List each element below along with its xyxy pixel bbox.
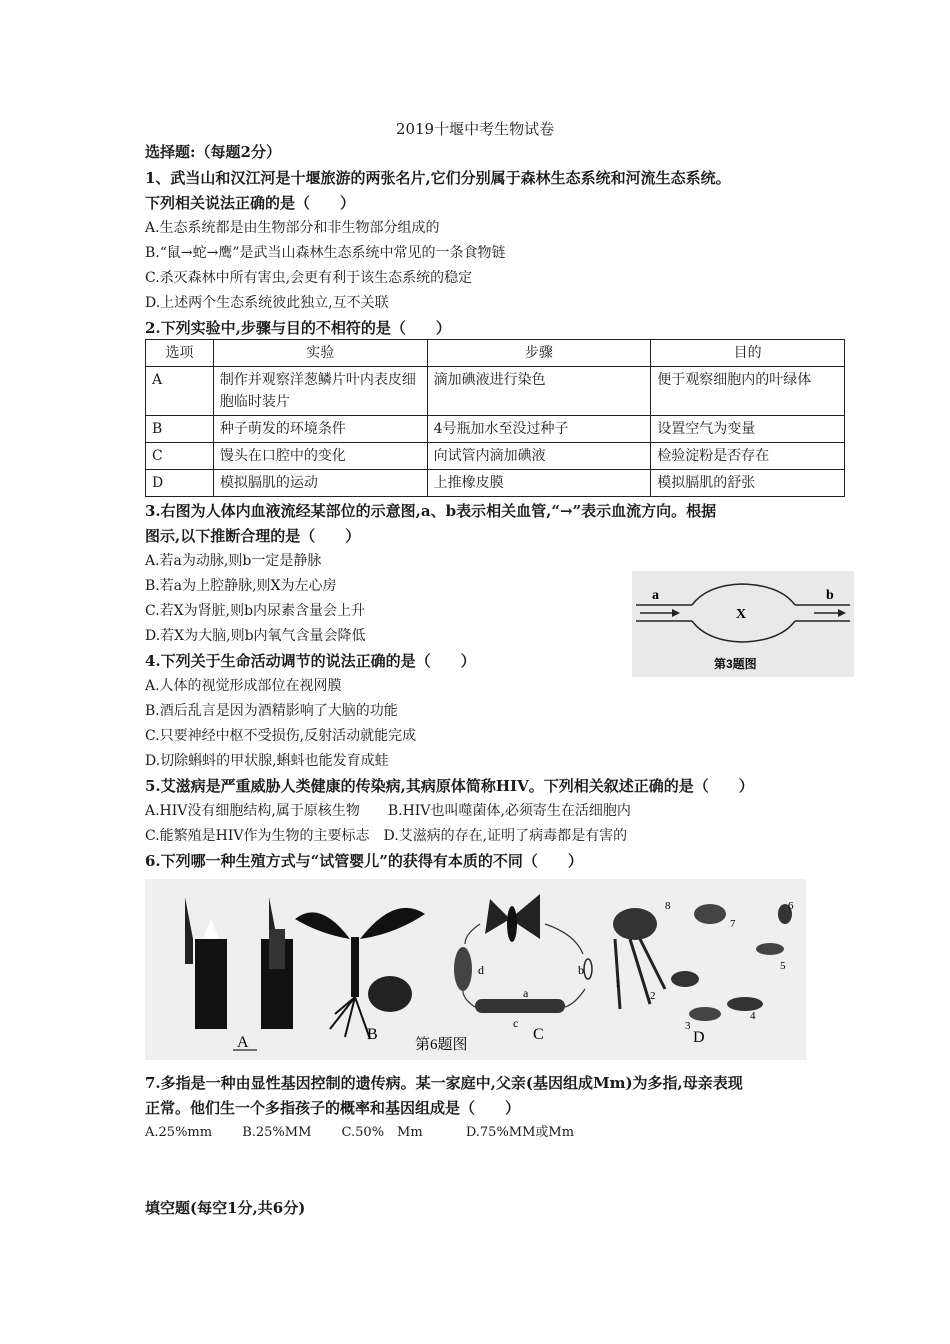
q3-option-b: B.若a为上腔静脉,则X为左心房 xyxy=(145,578,337,594)
stage-label: c xyxy=(513,1016,519,1030)
q5-options-cd: C.能繁殖是HIV作为生物的主要标志 D.艾滋病的存在,证明了病毒都是有害的 xyxy=(145,828,628,844)
q7-stem-line2: 正常。他们生一个多指孩子的概率和基因组成是（ ） xyxy=(145,1099,521,1117)
page-title: 2019十堰中考生物试卷 xyxy=(395,120,555,138)
stage-label: 6 xyxy=(788,900,794,912)
figure-label-c: C xyxy=(533,1026,544,1043)
stage-label: 5 xyxy=(780,960,786,972)
q3-option-d: D.若X为大脑,则b内氧气含量会降低 xyxy=(145,628,366,644)
table-cell: 制作并观察洋葱鳞片叶内表皮细胞临时装片 xyxy=(213,367,427,416)
section-choice-header: 选择题:（每题2分） xyxy=(145,143,281,161)
reproduction-methods-illustration xyxy=(145,879,806,1060)
table-header-cell: 步骤 xyxy=(427,340,651,367)
table-cell: 馒头在口腔中的变化 xyxy=(213,443,427,470)
blood-vessel-diagram xyxy=(632,571,854,677)
table-header-cell: 目的 xyxy=(651,340,845,367)
q5-options-ab: A.HIV没有细胞结构,属于原核生物 B.HIV也叫噬菌体,必须寄生在活细胞内 xyxy=(145,803,631,819)
q4-option-d: D.切除蝌蚪的甲状腺,蝌蚪也能发育成蛙 xyxy=(145,753,389,769)
q6-reproduction-figure xyxy=(145,879,806,1060)
stage-label: 1 xyxy=(615,978,621,990)
stage-label: 4 xyxy=(750,1010,756,1022)
figure-label-d: D xyxy=(693,1029,705,1046)
stage-label: 3 xyxy=(685,1020,691,1032)
table-cell: 4号瓶加水至没过种子 xyxy=(427,416,651,443)
table-row xyxy=(146,470,845,497)
q7-stem-line1: 7.多指是一种由显性基因控制的遗传病。某一家庭中,父亲(基因组成Mm)为多指,母亲表现 xyxy=(145,1074,743,1092)
table-row xyxy=(146,416,845,443)
table-cell: 便于观察细胞内的叶绿体 xyxy=(651,367,845,416)
grafting-illustration xyxy=(185,897,293,1029)
table-cell: 模拟膈肌的舒张 xyxy=(651,470,845,497)
q1-option-b: B.“鼠→蛇→鹰”是武当山森林生态系统中常见的一条食物链 xyxy=(145,245,506,261)
insect-life-cycle-illustration xyxy=(454,894,592,1030)
stage-label: a xyxy=(523,986,529,1000)
q3-option-a: A.若a为动脉,则b一定是静脉 xyxy=(145,553,322,569)
q3-stem-line2: 图示,以下推断合理的是（ ） xyxy=(145,527,361,545)
table-header-cell: 实验 xyxy=(213,340,427,367)
stage-label: 7 xyxy=(730,918,736,930)
q3-option-c: C.若X为肾脏,则b内尿素含量会上升 xyxy=(145,603,366,619)
table-cell: C xyxy=(146,443,214,470)
table-cell: 上推橡皮膜 xyxy=(427,470,651,497)
table-header-row xyxy=(146,340,845,367)
section-fill-header: 填空题(每空1分,共6分) xyxy=(145,1199,306,1217)
stage-label: 2 xyxy=(650,990,656,1002)
figure-caption: 第6题图 xyxy=(415,1037,468,1053)
table-cell: 检验淀粉是否存在 xyxy=(651,443,845,470)
stage-label: b xyxy=(578,963,584,977)
figure-caption: 第3题图 xyxy=(714,657,757,671)
table-row xyxy=(146,367,845,416)
q1-stem-line1: 1、武当山和汉江河是十堰旅游的两张名片,它们分别属于森林生态系统和河流生态系统。 xyxy=(145,169,731,187)
cutting-plant-illustration xyxy=(295,908,425,1039)
vessel-b-label: b xyxy=(826,588,834,603)
table-cell: 滴加碘液进行染色 xyxy=(427,367,651,416)
q3-stem-line1: 3.右图为人体内血液流经某部位的示意图,a、b表示相关血管,“→”表示血流方向。根据 xyxy=(145,502,717,520)
q1-option-a: A.生态系统都是由生物部分和非生物部分组成的 xyxy=(145,220,440,236)
q7-options: A.25%mm B.25%MM C.50% Mm D.75%MM或Mm xyxy=(145,1125,575,1140)
frog-development-illustration xyxy=(613,900,794,1032)
q4-option-a: A.人体的视觉形成部位在视网膜 xyxy=(145,678,342,694)
figure-label-b: B xyxy=(367,1026,378,1043)
stage-label: 8 xyxy=(665,900,671,912)
q4-stem: 4.下列关于生命活动调节的说法正确的是（ ） xyxy=(145,652,476,670)
q4-option-c: C.只要神经中枢不受损伤,反射活动就能完成 xyxy=(145,728,417,744)
vessel-a-label: a xyxy=(652,588,659,603)
q1-stem-line2: 下列相关说法正确的是（ ） xyxy=(145,194,356,212)
table-cell: D xyxy=(146,470,214,497)
table-cell: A xyxy=(146,367,214,416)
q4-option-b: B.酒后乱言是因为酒精影响了大脑的功能 xyxy=(145,703,398,719)
table-row xyxy=(146,443,845,470)
q3-blood-flow-figure xyxy=(632,571,854,677)
table-cell: 向试管内滴加碘液 xyxy=(427,443,651,470)
table-cell: 设置空气为变量 xyxy=(651,416,845,443)
q1-option-d: D.上述两个生态系统彼此独立,互不关联 xyxy=(145,295,389,311)
q2-experiment-table xyxy=(145,339,845,497)
q6-stem: 6.下列哪一种生殖方式与“试管婴儿”的获得有本质的不同（ ） xyxy=(145,852,583,870)
figure-label-a: A xyxy=(237,1034,249,1051)
stage-label: d xyxy=(478,963,484,977)
table-cell: B xyxy=(146,416,214,443)
table-cell: 模拟膈肌的运动 xyxy=(213,470,427,497)
q1-option-c: C.杀灭森林中所有害虫,会更有利于该生态系统的稳定 xyxy=(145,270,473,286)
q5-stem: 5.艾滋病是严重威胁人类健康的传染病,其病原体简称HIV。下列相关叙述正确的是（ ） xyxy=(145,777,754,795)
organ-x-label: X xyxy=(736,607,747,622)
q2-stem: 2.下列实验中,步骤与目的不相符的是（ ） xyxy=(145,319,451,337)
table-cell: 种子萌发的环境条件 xyxy=(213,416,427,443)
table-header-cell: 选项 xyxy=(146,340,214,367)
